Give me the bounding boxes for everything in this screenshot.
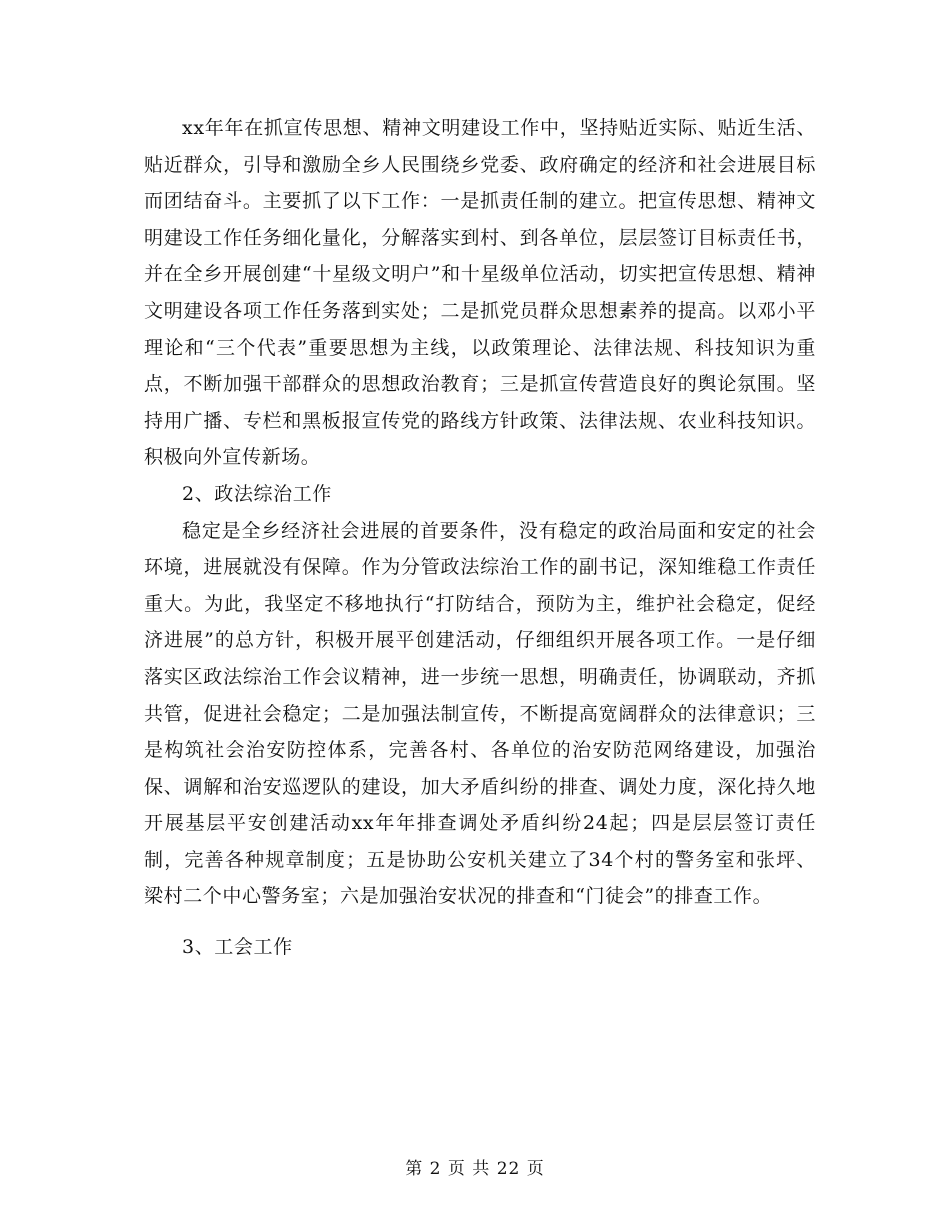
section-heading-political-legal: 2、政法综治工作 bbox=[182, 482, 332, 505]
paragraph-political-legal-work: 稳定是全乡经济社会进展的首要条件，没有稳定的政治局面和安定的社会环境，进展就没有保障。作为分管政法综治工作的副书记，深知维稳工作责任重大。为此，我坚定不移地执行“打防结合，预防为主，维护社会稳定，促经济进展”的总方针，积极开展平创建活动，仔细组织开展各项工作。一是仔细落实区政法综治工作会议精神，进一步统一思想，明确责任，协调联动，齐抓共管，促进社会稳定；二是加强法制宣传，不断提高宽阔群众的法律意识；三是构筑社会治安防控体系，完善各村、各单位的治安防范网络建设，加强治保、调解和治安巡逻队的建设，加大矛盾纠纷的排查、调处力度，深化持久地开展基层平安创建活动xx年年排查调处矛盾纠纷24起；四是层层签订责任制，完善各种规章制度；五是协助公安机关建立了34个村的警务室和张坪、梁村二个中心警务室；六是加强治安状况的排查和“门徒会”的排查工作。 bbox=[144, 519, 816, 908]
document-body bbox=[144, 110, 816, 966]
page-number-footer: 第 2 页 共 22 页 bbox=[405, 1159, 545, 1179]
paragraph-propaganda-work: xx年年在抓宣传思想、精神文明建设工作中，坚持贴近实际、贴近生活、贴近群众，引导和激励全乡人民围绕乡党委、政府确定的经济和社会进展目标而团结奋斗。主要抓了以下工作：一是抓责任制的建立。把宣传思想、精神文明建设工作任务细化量化，分解落实到村、到各单位，层层签订目标责任书，并在全乡开展创建“十星级文明户”和十星级单位活动，切实把宣传思想、精神文明建设各项工作任务落到实处；二是抓党员群众思想素养的提高。以邓小平理论和“三个代表”重要思想为主线，以政策理论、法律法规、科技知识为重点，不断加强干部群众的思想政治教育；三是抓宣传营造良好的舆论氛围。坚持用广播、专栏和黑板报宣传党的路线方针政策、法律法规、农业科技知识。积极向外宣传新场。 bbox=[144, 117, 816, 469]
section-heading-trade-union: 3、工会工作 bbox=[182, 936, 293, 959]
